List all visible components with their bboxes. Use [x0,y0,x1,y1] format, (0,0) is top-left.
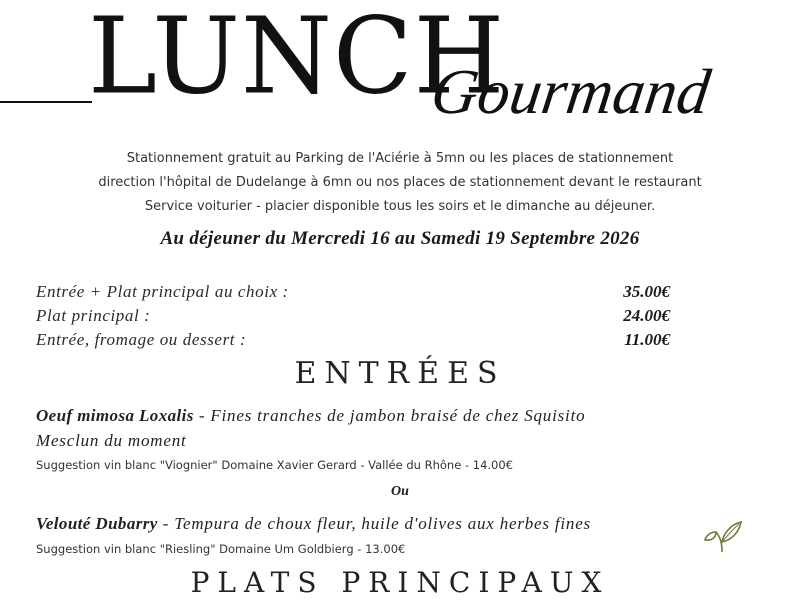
title-lunch: LUNCH [88,0,506,119]
section-title-plats: PLATS PRINCIPAUX [190,566,610,599]
decorative-line [0,101,92,103]
dish-item [36,406,756,426]
title-gourmand: Gourmand [427,56,715,127]
info-line-3: Service voiturier - placier disponible tous les soirs et le dimanche au déjeuner. [144,199,656,214]
wine-suggestion: Suggestion vin blanc "Riesling" Domaine Um Goldbierg - 13.00€ [36,542,406,556]
date-line: Au déjeuner du Mercredi 16 au Samedi 19 Septembre 2026 [160,228,640,249]
dish-description-line2 [36,431,756,451]
dish-description: - Fines tranches de jambon braisé de chez Squisito [193,406,586,425]
price-label: Entrée, fromage ou dessert : [36,330,247,349]
leaf-icon [702,514,744,554]
price-row [36,306,670,328]
section-title-entrees: ENTRÉES [294,356,506,391]
price-amount: 35.00€ [623,282,670,301]
wine-suggestion: Suggestion vin blanc "Viognier" Domaine Xavier Gerard - Vallée du Rhône - 14.00€ [36,458,513,472]
dish-description: Mesclun du moment [36,431,187,450]
dish-item [36,514,756,534]
info-line-1: Stationnement gratuit au Parking de l'Aciérie à 5mn ou les places de stationnement [126,151,674,166]
price-label: Entrée + Plat principal au choix : [36,282,289,301]
price-amount: 11.00€ [624,330,670,349]
separator-ou: Ou [391,484,409,499]
price-row [36,330,670,352]
price-label: Plat principal : [36,306,151,325]
dish-description: - Tempura de choux fleur, huile d'olives aux herbes fines [157,514,591,533]
info-line-2: direction l'hôpital de Dudelange à 6mn ou nos places de stationnement devant le restaurant [98,175,702,190]
price-row [36,282,670,304]
dish-name: Velouté Dubarry [36,514,158,533]
dish-name: Oeuf mimosa Loxalis [36,406,194,425]
price-amount: 24.00€ [623,306,670,325]
